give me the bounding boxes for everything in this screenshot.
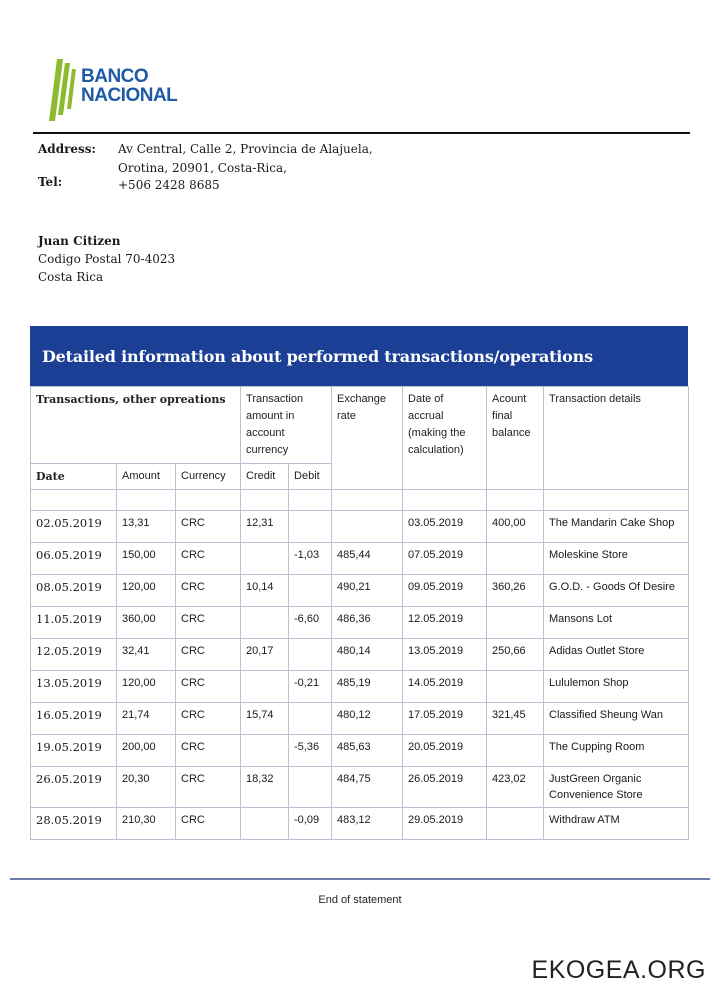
address-label: Address: (38, 142, 96, 156)
cell-currency: CRC (176, 607, 241, 639)
transactions-panel (30, 326, 688, 840)
cell-amount: 360,00 (117, 607, 176, 639)
cell-balance: 321,45 (487, 703, 544, 735)
cell-details: G.O.D. - Goods Of Desire (544, 575, 689, 607)
cell-debit (289, 767, 332, 808)
cell-debit (289, 511, 332, 543)
header-transactions-group: Transactions, other opreations (31, 387, 241, 464)
cell-currency: CRC (176, 808, 241, 840)
cell-currency: CRC (176, 543, 241, 575)
header-credit: Credit (241, 464, 289, 490)
cell-date: 13.05.2019 (31, 671, 117, 703)
cell-balance: 400,00 (487, 511, 544, 543)
tel-value: +506 2428 8685 (118, 178, 220, 192)
cell-credit: 10,14 (241, 575, 289, 607)
header-details: Transaction details (544, 387, 689, 490)
cell-credit (241, 543, 289, 575)
section-title: Detailed information about performed transactions/operations (42, 346, 593, 366)
cell-debit: -0,09 (289, 808, 332, 840)
cell-rate: 484,75 (332, 767, 403, 808)
cell-details: Lululemon Shop (544, 671, 689, 703)
address-line-2: Orotina, 20901, Costa-Rica, (118, 161, 287, 175)
cell-currency: CRC (176, 511, 241, 543)
cell-date: 11.05.2019 (31, 607, 117, 639)
cell-currency: CRC (176, 639, 241, 671)
cell-accrual: 09.05.2019 (403, 575, 487, 607)
bank-name-line1: BANCO (81, 66, 149, 87)
bank-logo-text (81, 67, 177, 105)
cell-accrual: 14.05.2019 (403, 671, 487, 703)
table-row (31, 808, 689, 840)
header-accrual-date: Date of accrual (making the calculation) (403, 387, 487, 490)
cell-amount: 120,00 (117, 671, 176, 703)
header-date: Date (31, 464, 117, 490)
end-of-statement: End of statement (318, 894, 402, 906)
cell-rate: 485,63 (332, 735, 403, 767)
header-spacer-row (31, 490, 689, 511)
cell-amount: 200,00 (117, 735, 176, 767)
cell-rate: 480,14 (332, 639, 403, 671)
table-row (31, 575, 689, 607)
bank-logo (45, 55, 215, 125)
cell-rate: 485,44 (332, 543, 403, 575)
cell-balance (487, 543, 544, 575)
cell-debit: -1,03 (289, 543, 332, 575)
cell-amount: 120,00 (117, 575, 176, 607)
section-title-bar (30, 326, 688, 386)
transactions-body (31, 511, 689, 840)
cell-rate: 483,12 (332, 808, 403, 840)
address-line-1: Av Central, Calle 2, Provincia de Alajuela, (118, 142, 373, 156)
cell-date: 02.05.2019 (31, 511, 117, 543)
cell-accrual: 12.05.2019 (403, 607, 487, 639)
cell-details: Mansons Lot (544, 607, 689, 639)
cell-rate: 490,21 (332, 575, 403, 607)
cell-debit (289, 703, 332, 735)
bank-logo-mark-icon (45, 57, 81, 123)
cell-details: The Cupping Room (544, 735, 689, 767)
cell-credit: 12,31 (241, 511, 289, 543)
tel-label: Tel: (38, 175, 63, 189)
cell-date: 12.05.2019 (31, 639, 117, 671)
cell-details: The Mandarin Cake Shop (544, 511, 689, 543)
cell-amount: 13,31 (117, 511, 176, 543)
cell-currency: CRC (176, 575, 241, 607)
cell-debit: -5,36 (289, 735, 332, 767)
cell-details: Withdraw ATM (544, 808, 689, 840)
table-row (31, 543, 689, 575)
cell-accrual: 20.05.2019 (403, 735, 487, 767)
cell-details: Classified Sheung Wan (544, 703, 689, 735)
cell-currency: CRC (176, 703, 241, 735)
cell-credit (241, 607, 289, 639)
cell-accrual: 29.05.2019 (403, 808, 487, 840)
table-row (31, 767, 689, 808)
cell-accrual: 13.05.2019 (403, 639, 487, 671)
cell-details: Adidas Outlet Store (544, 639, 689, 671)
table-row (31, 607, 689, 639)
cell-balance (487, 808, 544, 840)
cell-debit: -6,60 (289, 607, 332, 639)
cell-credit (241, 808, 289, 840)
cell-date: 16.05.2019 (31, 703, 117, 735)
cell-date: 19.05.2019 (31, 735, 117, 767)
cell-balance: 250,66 (487, 639, 544, 671)
cell-accrual: 17.05.2019 (403, 703, 487, 735)
cell-debit: -0,21 (289, 671, 332, 703)
cell-amount: 21,74 (117, 703, 176, 735)
cell-date: 28.05.2019 (31, 808, 117, 840)
cell-rate (332, 511, 403, 543)
cell-rate: 485,19 (332, 671, 403, 703)
cell-rate: 480,12 (332, 703, 403, 735)
cell-balance (487, 735, 544, 767)
header-currency: Currency (176, 464, 241, 490)
cell-amount: 210,30 (117, 808, 176, 840)
cell-date: 08.05.2019 (31, 575, 117, 607)
cell-details: Moleskine Store (544, 543, 689, 575)
cell-accrual: 07.05.2019 (403, 543, 487, 575)
cell-credit (241, 735, 289, 767)
cell-rate: 486,36 (332, 607, 403, 639)
header-amount-group: Transaction amount in account currency (241, 387, 332, 464)
footer-divider (10, 878, 710, 880)
table-row (31, 511, 689, 543)
cell-balance: 423,02 (487, 767, 544, 808)
cell-date: 06.05.2019 (31, 543, 117, 575)
cell-date: 26.05.2019 (31, 767, 117, 808)
client-name: Juan Citizen (38, 234, 121, 248)
cell-details: JustGreen Organic Convenience Store (544, 767, 689, 808)
cell-balance (487, 671, 544, 703)
transactions-table (30, 386, 689, 840)
header-final-balance: Acount final balance (487, 387, 544, 490)
cell-accrual: 03.05.2019 (403, 511, 487, 543)
table-row (31, 703, 689, 735)
client-country: Costa Rica (38, 270, 104, 284)
cell-amount: 150,00 (117, 543, 176, 575)
cell-debit (289, 575, 332, 607)
cell-currency: CRC (176, 767, 241, 808)
cell-accrual: 26.05.2019 (403, 767, 487, 808)
cell-balance (487, 607, 544, 639)
cell-debit (289, 639, 332, 671)
cell-credit: 18,32 (241, 767, 289, 808)
header-debit: Debit (289, 464, 332, 490)
table-row (31, 735, 689, 767)
header-exchange-rate: Exchange rate (332, 387, 403, 490)
table-row (31, 671, 689, 703)
cell-credit (241, 671, 289, 703)
cell-amount: 20,30 (117, 767, 176, 808)
cell-credit: 15,74 (241, 703, 289, 735)
table-row (31, 639, 689, 671)
client-block (38, 232, 175, 286)
bank-name-line2: NACIONAL (81, 85, 178, 106)
watermark: EKOGEA.ORG (531, 956, 706, 984)
cell-currency: CRC (176, 671, 241, 703)
cell-amount: 32,41 (117, 639, 176, 671)
cell-balance: 360,26 (487, 575, 544, 607)
cell-currency: CRC (176, 735, 241, 767)
header-amount: Amount (117, 464, 176, 490)
client-postal: Codigo Postal 70-4023 (38, 252, 176, 266)
cell-credit: 20,17 (241, 639, 289, 671)
header-divider (33, 132, 690, 134)
